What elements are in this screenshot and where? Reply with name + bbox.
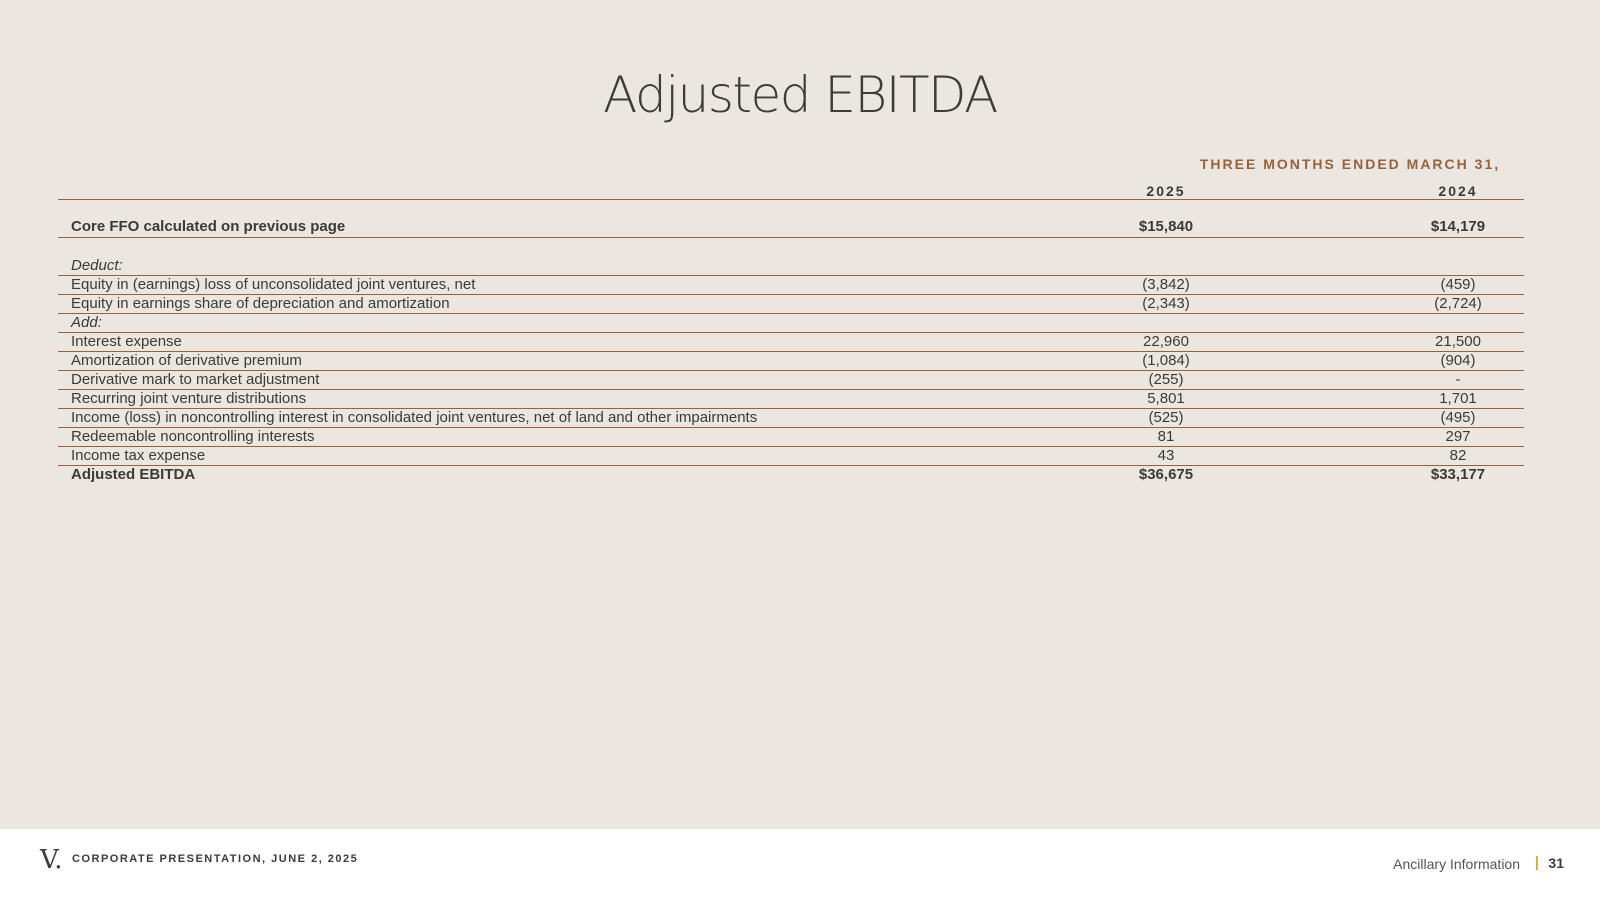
page-number: 31 xyxy=(1548,855,1564,871)
row-value-2025: 22,960 xyxy=(1143,333,1189,350)
row-value-2024: (495) xyxy=(1440,409,1476,426)
table-row-adjusted-ebitda xyxy=(58,465,1524,484)
table-row xyxy=(58,275,1524,294)
row-divider xyxy=(58,237,1524,238)
year-header-2024: 2024 xyxy=(1438,183,1478,199)
row-value-2024: (904) xyxy=(1440,352,1476,369)
section-label: Ancillary Information xyxy=(1393,856,1520,872)
row-label: Redeemable noncontrolling interests xyxy=(71,428,315,445)
header-rule xyxy=(58,199,1524,200)
row-label: Interest expense xyxy=(71,333,182,350)
row-label: Derivative mark to market adjustment xyxy=(71,371,320,388)
footer xyxy=(0,829,1600,899)
row-value-2025: 5,801 xyxy=(1147,390,1185,407)
section-label: Add: xyxy=(71,314,102,331)
page-title: Adjusted EBITDA xyxy=(603,66,997,124)
row-value-2024: $33,177 xyxy=(1430,466,1486,483)
period-header: THREE MONTHS ENDED MARCH 31, xyxy=(1199,156,1501,172)
table-row xyxy=(58,351,1524,370)
row-value-2025: $36,675 xyxy=(1138,466,1194,483)
table-row xyxy=(58,427,1524,446)
row-value-2025: 43 xyxy=(1157,447,1175,464)
row-label: Income (loss) in noncontrolling interest in consolidated joint ventures, net of land and other impairments xyxy=(71,409,758,426)
row-label: Adjusted EBITDA xyxy=(71,466,196,483)
row-value-2025: (255) xyxy=(1148,371,1184,388)
section-label: Deduct: xyxy=(71,257,123,274)
row-value-2025: (1,084) xyxy=(1142,352,1190,369)
presentation-label: CORPORATE PRESENTATION, JUNE 2, 2025 xyxy=(72,853,359,865)
row-label: Recurring joint venture distributions xyxy=(71,390,307,407)
table-row xyxy=(58,389,1524,408)
table-row xyxy=(58,370,1524,389)
table-row xyxy=(58,408,1524,427)
row-label: Income tax expense xyxy=(71,447,206,464)
row-value-2024: 297 xyxy=(1445,428,1471,445)
row-value-2025: (525) xyxy=(1148,409,1184,426)
company-logo: V. xyxy=(40,845,63,875)
row-value-2024: (459) xyxy=(1440,276,1476,293)
row-value-2024: 21,500 xyxy=(1435,333,1481,350)
footer-separator: | xyxy=(1534,854,1539,871)
row-value-2025: $15,840 xyxy=(1138,218,1194,235)
table-row-deduct xyxy=(58,256,1524,275)
row-value-2025: (2,343) xyxy=(1142,295,1190,312)
row-label: Core FFO calculated on previous page xyxy=(71,218,346,235)
row-value-2024: 82 xyxy=(1449,447,1467,464)
table-row xyxy=(58,446,1524,465)
table-row xyxy=(58,332,1524,351)
row-value-2024: - xyxy=(1455,371,1461,388)
row-value-2024: (2,724) xyxy=(1434,295,1482,312)
row-value-2025: 81 xyxy=(1157,428,1175,445)
row-value-2024: 1,701 xyxy=(1439,390,1477,407)
row-label: Amortization of derivative premium xyxy=(71,352,302,369)
row-label: Equity in earnings share of depreciation and amortization xyxy=(71,295,450,312)
row-label: Equity in (earnings) loss of unconsolidated joint ventures, net xyxy=(71,276,476,293)
row-value-2025: (3,842) xyxy=(1142,276,1190,293)
row-value-2024: $14,179 xyxy=(1430,218,1486,235)
table-row-add xyxy=(58,313,1524,332)
table-row xyxy=(58,294,1524,313)
year-header-2025: 2025 xyxy=(1146,183,1186,199)
table-row-core-ffo xyxy=(58,217,1524,236)
